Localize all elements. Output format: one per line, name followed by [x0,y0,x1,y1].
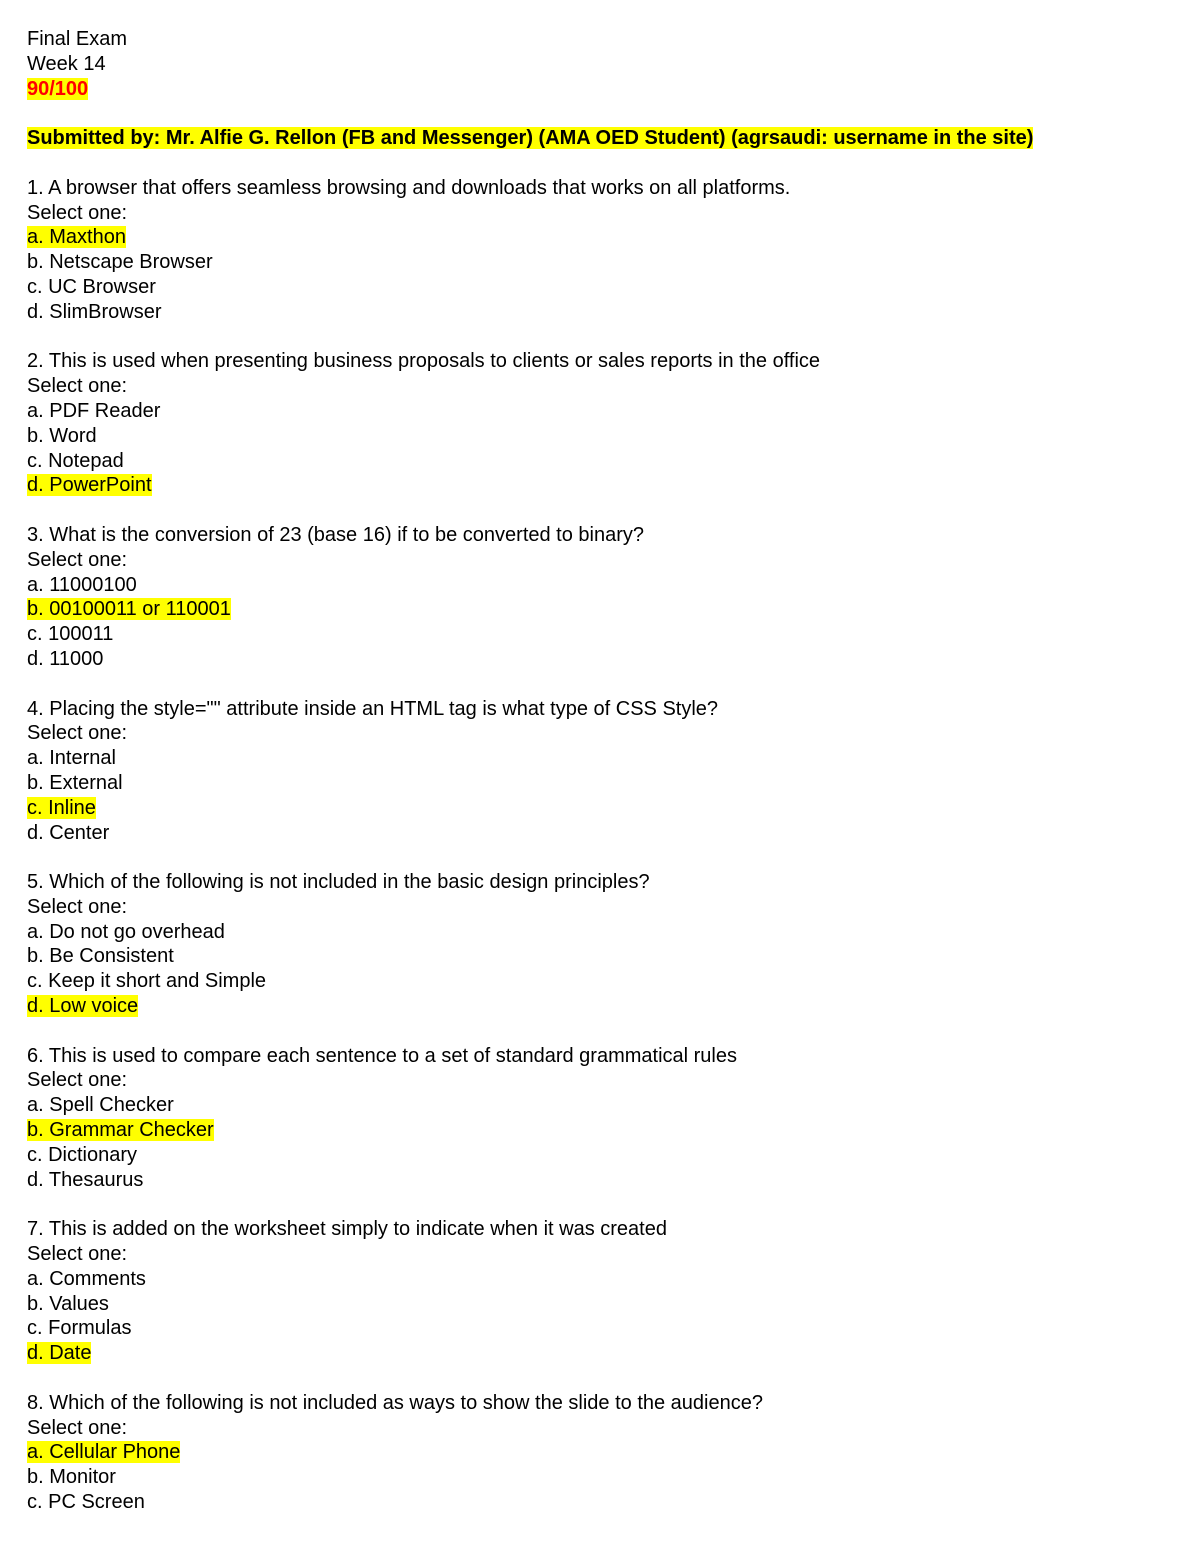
question-text: 2. This is used when presenting business proposals to clients or sales reports in the office [27,350,821,373]
question-2 [27,349,1177,523]
answer-option [27,473,1177,498]
spacer [27,1192,1177,1217]
select-one-label: Select one: [27,1416,128,1439]
spacer [27,672,1177,697]
question-text: 8. Which of the following is not included as ways to show the slide to the audience? [27,1391,763,1414]
answer-option-text: a. Spell Checker [27,1094,174,1117]
answer-option-text: c. Keep it short and Simple [27,970,267,993]
question-5 [27,870,1177,1044]
correct-answer-highlight: d. PowerPoint [27,474,152,497]
answer-option [27,622,1177,647]
question-list [27,176,1177,1515]
answer-option [27,1440,1177,1465]
answer-option-text: a. Comments [27,1267,146,1290]
answer-option [27,994,1177,1019]
spacer [27,1019,1177,1044]
score-value: 90/100 [27,77,89,100]
correct-answer-highlight: c. Inline [27,796,96,819]
answer-option-text: b. Monitor [27,1466,116,1489]
submitted-by-text: Submitted by: Mr. Alfie G. Rellon (FB and Messenger) (AMA OED Student) (agrsaudi: username in the site) [27,127,1034,150]
select-one-label: Select one: [27,895,128,918]
question-text: 4. Placing the style="" attribute inside an HTML tag is what type of CSS Style? [27,697,719,720]
answer-option-text: b. External [27,771,123,794]
answer-option [27,399,1177,424]
correct-answer-highlight: a. Cellular Phone [27,1441,181,1464]
spacer [27,101,1177,126]
correct-answer-highlight: b. Grammar Checker [27,1119,214,1142]
answer-option [27,275,1177,300]
select-one-label: Select one: [27,548,128,571]
spacer [27,1366,1177,1391]
select-one-label: Select one: [27,1069,128,1092]
answer-option [27,647,1177,672]
answer-option [27,796,1177,821]
answer-option-text: a. PDF Reader [27,399,161,422]
answer-option [27,449,1177,474]
submitted-by [27,126,1177,151]
answer-option [27,1143,1177,1168]
answer-option-text: a. 11000100 [27,573,137,596]
answer-option-text: c. UC Browser [27,275,156,298]
answer-option [27,1118,1177,1143]
document-page [27,27,1177,1515]
answer-option-text: b. Word [27,424,97,447]
answer-option-text: c. Notepad [27,449,124,472]
answer-option [27,1465,1177,1490]
answer-option [27,300,1177,325]
answer-option-text: c. PC Screen [27,1491,145,1514]
answer-option-text: d. Center [27,821,110,844]
answer-option [27,1316,1177,1341]
select-one-label: Select one: [27,722,128,745]
question-8 [27,1391,1177,1515]
answer-option-text: d. Thesaurus [27,1168,144,1191]
answer-option-text: b. Netscape Browser [27,251,213,274]
answer-option [27,573,1177,598]
answer-option-text: d. 11000 [27,647,104,670]
answer-option [27,597,1177,622]
answer-option [27,969,1177,994]
answer-option [27,424,1177,449]
question-4 [27,697,1177,871]
question-text: 3. What is the conversion of 23 (base 16) if to be converted to binary? [27,523,645,546]
question-6 [27,1044,1177,1218]
answer-option-text: c. Formulas [27,1317,132,1340]
answer-option [27,771,1177,796]
select-one-label: Select one: [27,201,128,224]
question-3 [27,523,1177,697]
answer-option-text: b. Be Consistent [27,945,174,968]
question-1 [27,176,1177,350]
answer-option [27,1168,1177,1193]
score [27,77,1177,102]
answer-option [27,250,1177,275]
spacer [27,498,1177,523]
question-text: 1. A browser that offers seamless browsing and downloads that works on all platforms. [27,176,791,199]
answer-option [27,746,1177,771]
question-text: 6. This is used to compare each sentence to a set of standard grammatical rules [27,1044,737,1067]
question-text: 7. This is added on the worksheet simply to indicate when it was created [27,1218,667,1241]
answer-option [27,1341,1177,1366]
answer-option [27,225,1177,250]
select-one-label: Select one: [27,1243,128,1266]
select-one-label: Select one: [27,375,128,398]
spacer [27,151,1177,176]
document-title: Final Exam [27,28,128,50]
answer-option [27,1292,1177,1317]
answer-option [27,944,1177,969]
answer-option-text: d. SlimBrowser [27,300,162,323]
answer-option-text: a. Do not go overhead [27,920,225,943]
answer-option-text: b. Values [27,1292,109,1315]
answer-option [27,1490,1177,1515]
answer-option-text: c. 100011 [27,623,114,646]
correct-answer-highlight: d. Date [27,1342,92,1365]
question-7 [27,1217,1177,1391]
correct-answer-highlight: d. Low voice [27,995,139,1018]
spacer [27,845,1177,870]
spacer [27,325,1177,350]
question-text: 5. Which of the following is not included in the basic design principles? [27,871,650,894]
answer-option [27,920,1177,945]
week-label: Week 14 [27,52,106,75]
answer-option [27,821,1177,846]
answer-option [27,1267,1177,1292]
answer-option-text: a. Internal [27,747,116,770]
answer-option [27,1093,1177,1118]
correct-answer-highlight: b. 00100011 or 110001 [27,598,231,621]
answer-option-text: c. Dictionary [27,1143,138,1166]
correct-answer-highlight: a. Maxthon [27,226,126,249]
